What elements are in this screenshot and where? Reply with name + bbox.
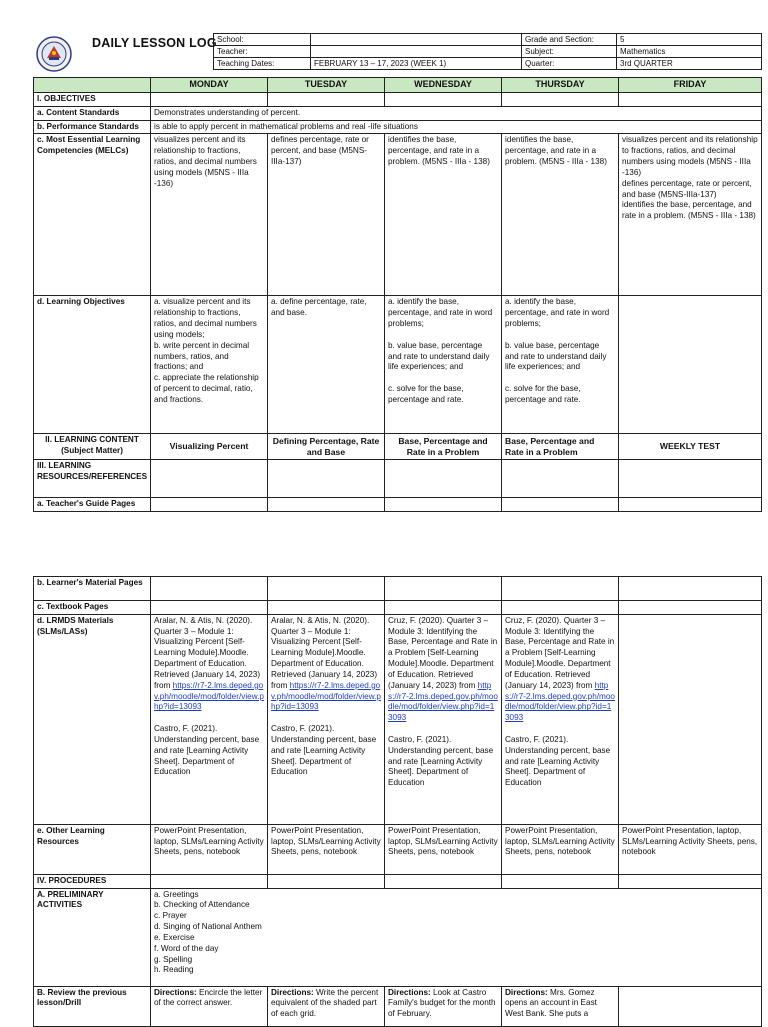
review-thursday: [502, 986, 619, 1026]
list-item: a. Greetings: [154, 889, 199, 899]
melcs-thursday: identifies the base, percentage, and rate in a problem. (M5NS - IIIa - 138): [502, 134, 619, 296]
lrmds-ref-aralar: Aralar, N. & Atis, N. (2020). Quarter 3 – Module 1: Visualizing Percent [Self-Learning Module].Moodle. Department of Education. Retrieved (January 14, 2023) from: [154, 615, 261, 690]
review-monday: [151, 986, 268, 1026]
objectives-thursday: a. identify the base, percentage, and rate in word problems; b. value base, percentage and rate to understand daily life experiences; and c. solve for the base, percentage and rate.: [502, 296, 619, 434]
objectives-monday: a. visualize percent and its relationship to fractions, ratios, and decimal numbers using models; b. write percent in decimal numbers, ratios, and fractions; and c. appreciate the relationship of percent to decimal, ratio, and fractions.: [151, 296, 268, 434]
lrmds-ref-cruz: Cruz, F. (2020). Quarter 3 – Module 3: Identifying the Base, Percentage and Rate in a Problem [Self-Learning Module].Moodle. Department of Education. Retrieved (January 14, 2023) from: [505, 615, 615, 690]
lrmds-friday: [619, 614, 762, 824]
subject-value: Mathematics: [617, 46, 762, 58]
lrmds-thursday: [502, 614, 619, 824]
lrmds-link[interactable]: https://r7-2.lms.deped.gov.ph/moodle/mod/folder/view.php?id=13093: [271, 680, 381, 712]
lrmds-wednesday: [385, 614, 502, 824]
directions-label: Directions:: [388, 987, 431, 997]
content-thursday: Base, Percentage and Rate in a Problem: [502, 434, 619, 460]
list-item: d. Singing of National Anthem: [154, 922, 262, 932]
content-tuesday: Defining Percentage, Rate and Base: [268, 434, 385, 460]
subject-label: Subject:: [522, 46, 617, 58]
learners-material-label: b. Learner's Material Pages: [34, 577, 151, 601]
melcs-wednesday: identifies the base, percentage, and rate in a problem. (M5NS - IIIa - 138): [385, 134, 502, 296]
grade-value: 5: [617, 34, 762, 46]
review-label: B. Review the previous lesson/Drill: [34, 986, 151, 1026]
textbook-label: c. Textbook Pages: [34, 601, 151, 615]
day-tuesday: TUESDAY: [268, 78, 385, 93]
teacher-label: Teacher:: [214, 46, 311, 58]
lrmds-link[interactable]: https://r7-2.lms.deped.gov.ph/moodle/mod/folder/view.php?id=13093: [154, 680, 264, 712]
objectives-wednesday: a. identify the base, percentage, and rate in word problems; b. value base, percentage and rate to understand daily life experiences; and c. solve for the base, percentage and rate.: [385, 296, 502, 434]
list-item: c. Prayer: [154, 911, 187, 921]
directions-label: Directions:: [154, 987, 197, 997]
review-wednesday: [385, 986, 502, 1026]
other-resources-thursday: PowerPoint Presentation, laptop, SLMs/Learning Activity Sheets, pens, notebook: [502, 824, 619, 874]
content-wednesday: Base, Percentage and Rate in a Problem: [385, 434, 502, 460]
day-monday: MONDAY: [151, 78, 268, 93]
lrmds-link[interactable]: https://r7-2.lms.deped.gov.ph/moodle/mod/folder/view.php?id=13093: [388, 680, 498, 723]
review-text: Encircle the letter of the correct answer.: [154, 987, 263, 1008]
quarter-value: 3rd QUARTER: [617, 58, 762, 70]
corner-cell: [34, 78, 151, 93]
lrmds-label: d. LRMDS Materials (SLMs/LASs): [34, 614, 151, 824]
melcs-label: c. Most Essential Learning Competencies (MELCs): [34, 134, 151, 296]
directions-label: Directions:: [271, 987, 314, 997]
school-value: [311, 34, 522, 46]
day-header-row: [34, 78, 762, 93]
performance-standards-value: is able to apply percent in mathematical problems and real -life situations: [151, 120, 762, 134]
list-item: b. Checking of Attendance: [154, 900, 250, 910]
lrmds-ref-castro: Castro, F. (2021). Understanding percent, base and rate [Learning Activity Sheet]. Department of Education: [388, 734, 494, 788]
dates-label: Teaching Dates:: [214, 58, 311, 70]
header-info-table: [213, 33, 762, 70]
other-resources-friday: PowerPoint Presentation, laptop, SLMs/Learning Activity Sheets, pens, notebook: [619, 824, 762, 874]
day-thursday: THURSDAY: [502, 78, 619, 93]
objectives-friday: [619, 296, 762, 434]
objectives-label: I. OBJECTIVES: [34, 92, 151, 106]
other-resources-label: e. Other Learning Resources: [34, 824, 151, 874]
lesson-table-part-2: [33, 576, 762, 1027]
lesson-table-part-1: [33, 77, 762, 512]
teacher-value: [311, 46, 522, 58]
list-item: f. Word of the day: [154, 943, 219, 953]
grade-label: Grade and Section:: [522, 34, 617, 46]
review-text: Look at Castro Family's budget for the month of February.: [388, 987, 496, 1019]
other-resources-tuesday: PowerPoint Presentation, laptop, SLMs/Learning Activity Sheets, pens, notebook: [268, 824, 385, 874]
learning-resources-label: III. LEARNING RESOURCES/REFERENCES: [34, 460, 151, 498]
quarter-label: Quarter:: [522, 58, 617, 70]
preliminary-list: [151, 888, 762, 986]
list-item: e. Exercise: [154, 932, 195, 942]
content-friday: WEEKLY TEST: [619, 434, 762, 460]
performance-standards-label: b. Performance Standards: [34, 120, 151, 134]
lrmds-ref-castro: Castro, F. (2021). Understanding percent, base and rate [Learning Activity Sheet]. Department of Education: [505, 734, 611, 788]
other-resources-monday: PowerPoint Presentation, laptop, SLMs/Learning Activity Sheets, pens, notebook: [151, 824, 268, 874]
school-label: School:: [214, 34, 311, 46]
directions-label: Directions:: [505, 987, 548, 997]
procedures-label: IV. PROCEDURES: [34, 874, 151, 888]
content-standards-value: Demonstrates understanding of percent.: [151, 106, 762, 120]
learning-objectives-label: d. Learning Objectives: [34, 296, 151, 434]
teachers-guide-label: a. Teacher's Guide Pages: [34, 498, 151, 512]
lrmds-ref-cruz: Cruz, F. (2020). Quarter 3 – Module 3: Identifying the Base, Percentage and Rate in a Problem [Self-Learning Module].Moodle. Department of Education. Retrieved (January 14, 2023) from: [388, 615, 498, 690]
review-text: Mrs. Gomez opens an account in East West Bank. She puts a: [505, 987, 597, 1019]
lrmds-ref-aralar: Aralar, N. & Atis, N. (2020). Quarter 3 – Module 1: Visualizing Percent [Self-Learning Module].Moodle. Department of Education. Retrieved (January 14, 2023) from: [271, 615, 378, 690]
lrmds-tuesday: [268, 614, 385, 824]
lrmds-ref-castro: Castro, F. (2021). Understanding percent, base and rate [Learning Activity Sheet]. Department of Education: [154, 724, 260, 777]
list-item: g. Spelling: [154, 954, 193, 964]
day-friday: FRIDAY: [619, 78, 762, 93]
lrmds-ref-castro: Castro, F. (2021). Understanding percent, base and rate [Learning Activity Sheet]. Department of Education: [271, 724, 377, 777]
melcs-monday: visualizes percent and its relationship to fractions, ratios, and decimal numbers using models (M5NS - IIIa -136): [151, 134, 268, 296]
deped-seal-icon: [36, 36, 72, 72]
page-title: DAILY LESSON LOG: [92, 36, 217, 50]
review-text: Write the percent equivalent of the shaded part of each grid.: [271, 987, 379, 1019]
preliminary-label: A. PRELIMINARY ACTIVITIES: [34, 888, 151, 986]
lrmds-link[interactable]: https://r7-2.lms.deped.gov.ph/moodle/mod/folder/view.php?id=13093: [505, 680, 615, 723]
day-wednesday: WEDNESDAY: [385, 78, 502, 93]
review-tuesday: [268, 986, 385, 1026]
content-standards-label: a. Content Standards: [34, 106, 151, 120]
list-item: h. Reading: [154, 965, 194, 975]
lrmds-monday: [151, 614, 268, 824]
other-resources-wednesday: PowerPoint Presentation, laptop, SLMs/Learning Activity Sheets, pens, notebook: [385, 824, 502, 874]
review-friday: [619, 986, 762, 1026]
objectives-tuesday: a. define percentage, rate, and base.: [268, 296, 385, 434]
melcs-tuesday: defines percentage, rate or percent, and base (M5NS-IIIa-137): [268, 134, 385, 296]
dates-value: FEBRUARY 13 – 17, 2023 (WEEK 1): [311, 58, 522, 70]
melcs-friday: visualizes percent and its relationship to fractions, ratios, and decimal numbers using models (M5NS - IIIa -136) defines percentage, rate or percent, and base (M5NS-IIIa-137) identifies the base, percentage, and rate in a problem. (M5NS - IIIa - 138): [619, 134, 762, 296]
learning-content-label: II. LEARNING CONTENT (Subject Matter): [34, 434, 151, 460]
content-monday: Visualizing Percent: [151, 434, 268, 460]
